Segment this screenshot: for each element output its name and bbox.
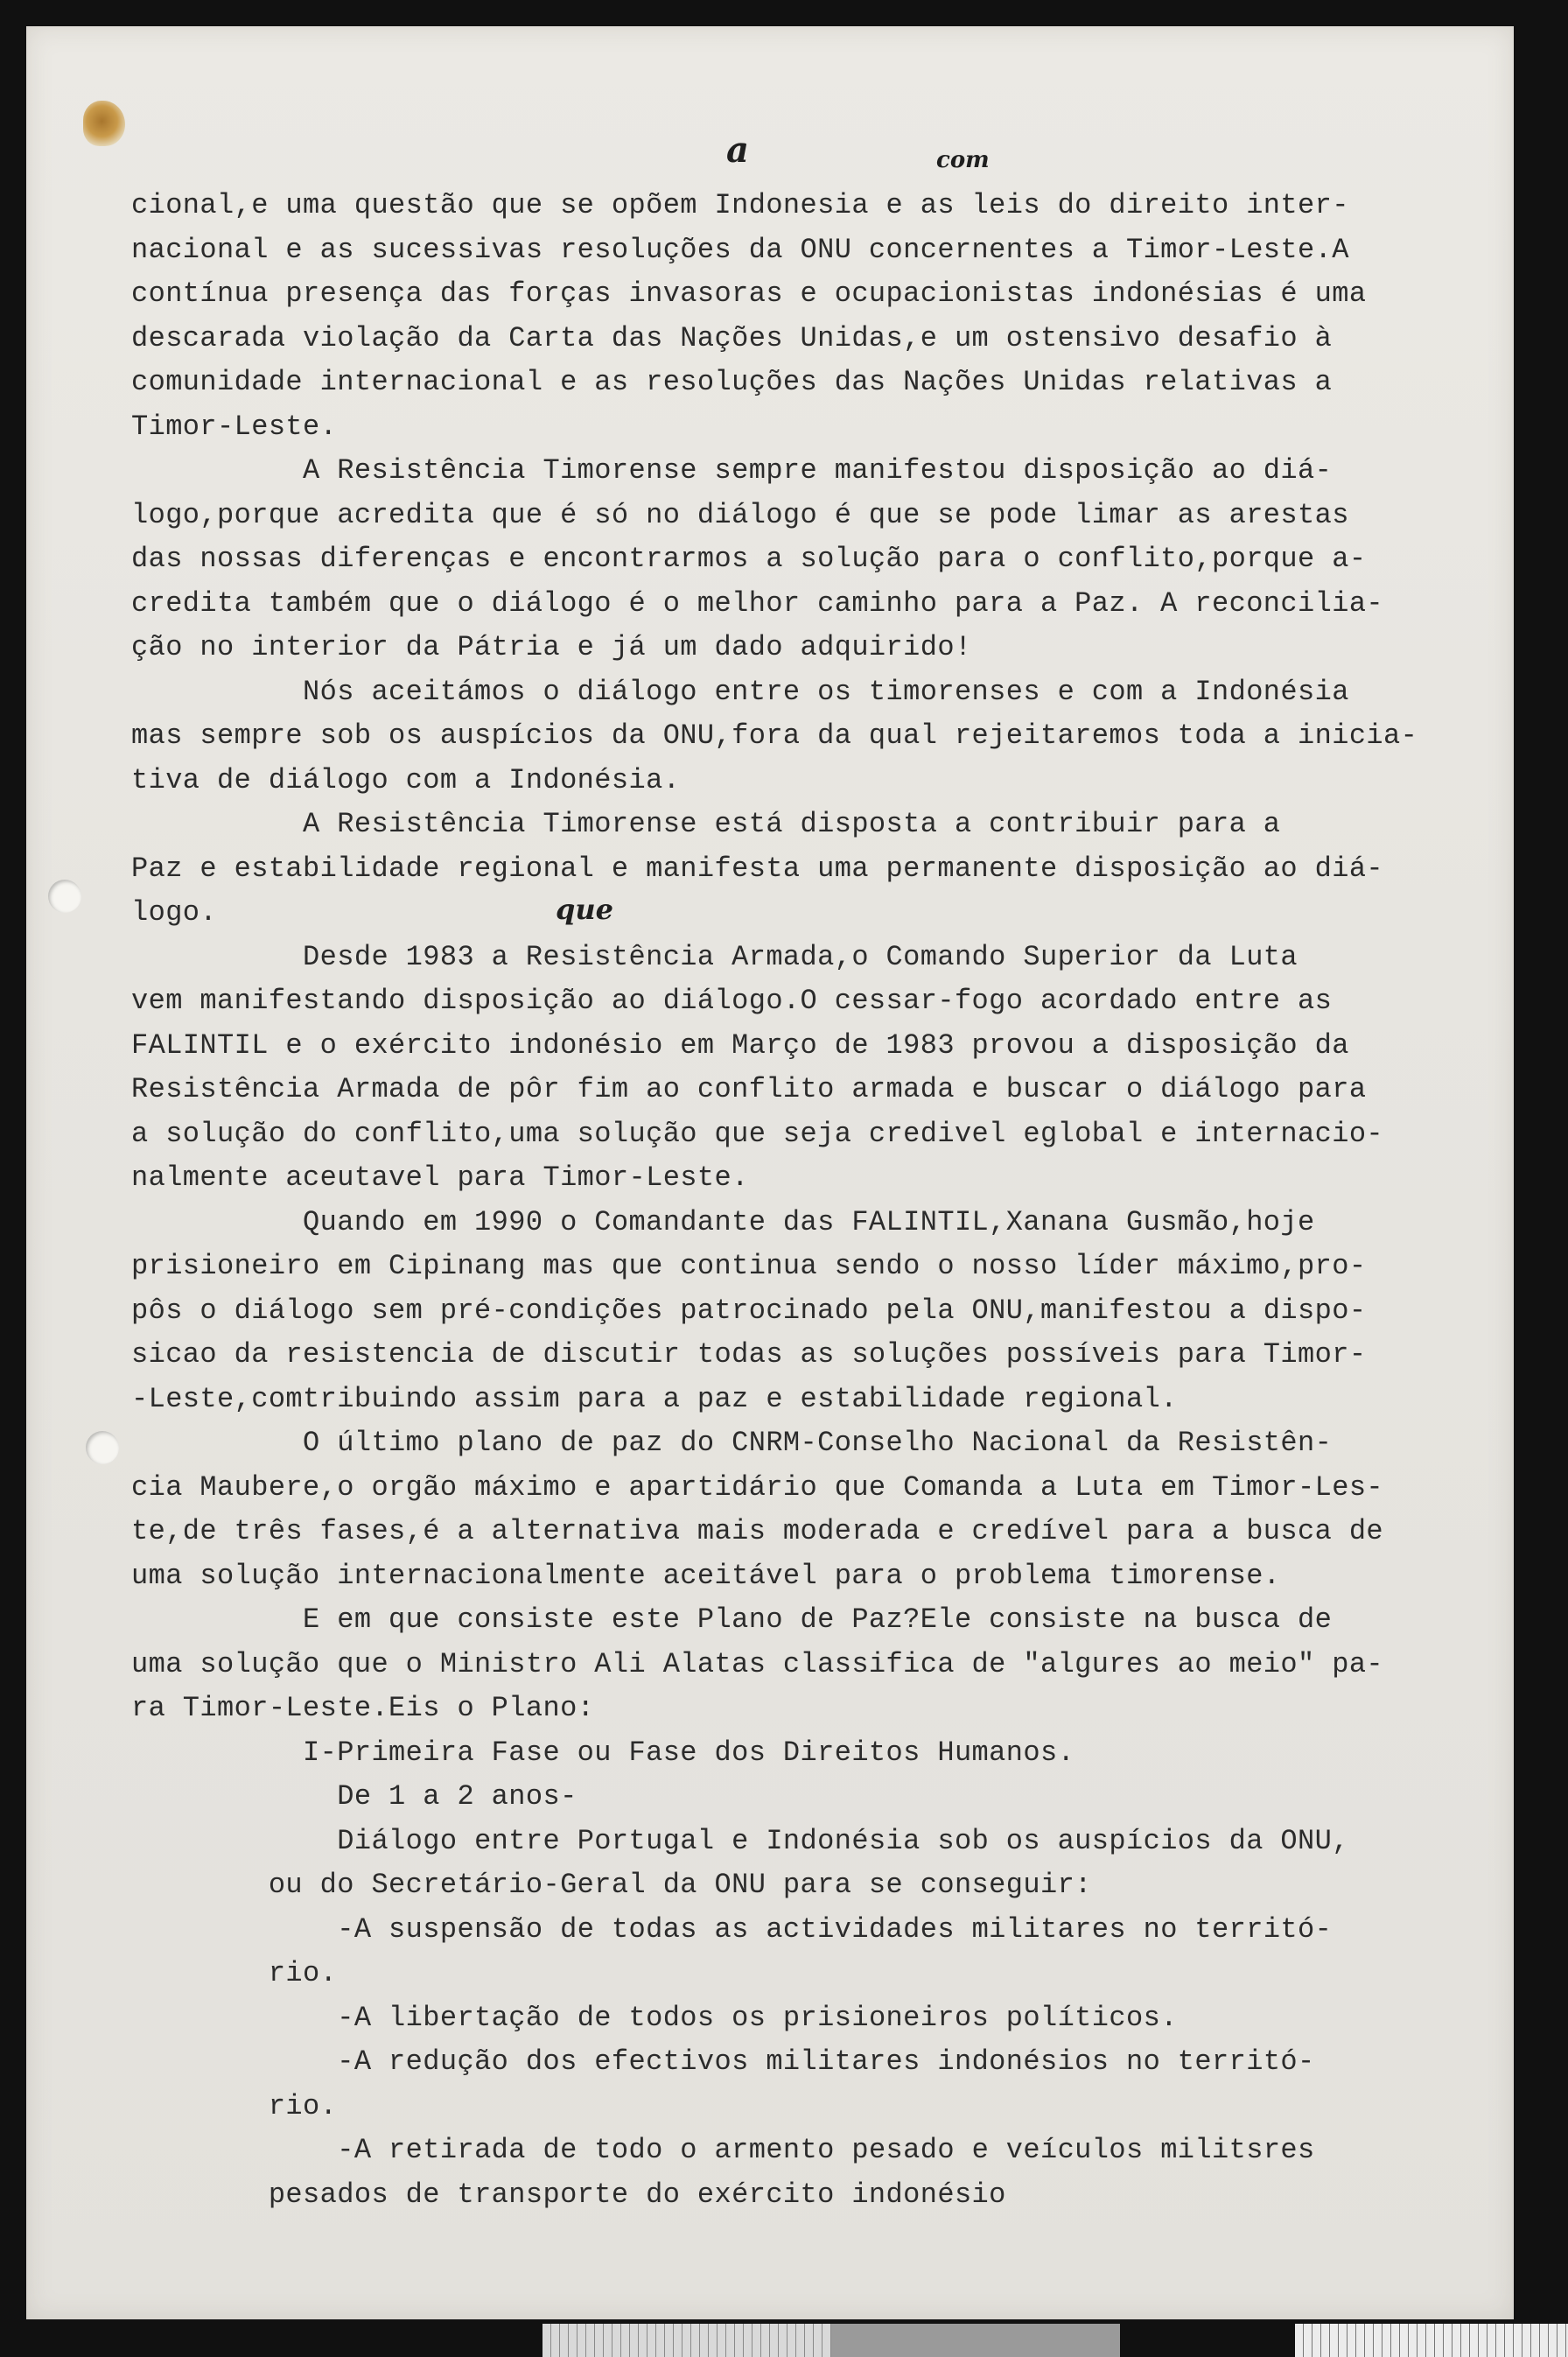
text-line: Nós aceitámos o diálogo entre os timorenses e com a Indonésia — [131, 675, 1349, 708]
text-line: nacional e as sucessivas resoluções da ONU concernentes a Timor-Leste.A — [131, 233, 1349, 266]
text-line: te,de três fases,é a alternativa mais moderada e credível para a busca de — [131, 1515, 1384, 1547]
scale-ruler — [542, 2324, 1568, 2357]
text-line: comunidade internacional e as resoluções das Nações Unidas relativas a — [131, 366, 1333, 398]
text-line: rio. — [131, 1957, 338, 1989]
handwritten-annotation-que: que — [556, 893, 613, 926]
punch-hole-upper — [48, 880, 81, 913]
text-line: ção no interior da Pátria e já um dado adquirido! — [131, 631, 972, 663]
ruler-segment — [542, 2324, 831, 2357]
text-line: sicao da resistencia de discutir todas as soluções possíveis para Timor- — [131, 1338, 1367, 1371]
text-line: Desde 1983 a Resistência Armada,o Comando Superior da Luta — [131, 940, 1298, 973]
text-line: nalmente aceutavel para Timor-Leste. — [131, 1161, 749, 1194]
text-line: rio. — [131, 2089, 338, 2122]
ruler-segment — [1295, 2324, 1568, 2357]
text-line: -A redução dos efectivos militares indonésios no territó- — [131, 2045, 1315, 2078]
stain-mark — [83, 101, 125, 146]
ruler-segment — [831, 2324, 1120, 2357]
text-line: a solução do conflito,uma solução que seja credivel eglobal e internacio- — [131, 1117, 1384, 1150]
text-line: Diálogo entre Portugal e Indonésia sob os auspícios da ONU, — [131, 1824, 1349, 1857]
text-line: Resistência Armada de pôr fim ao conflito armada e buscar o diálogo para — [131, 1073, 1367, 1105]
text-line: das nossas diferenças e encontrarmos a solução para o conflito,porque a- — [131, 543, 1367, 575]
text-line: uma solução internacionalmente aceitável para o problema timorense. — [131, 1559, 1281, 1592]
text-line: ra Timor-Leste.Eis o Plano: — [131, 1692, 595, 1724]
text-line: tiva de diálogo com a Indonésia. — [131, 763, 681, 796]
text-line: -A suspensão de todas as actividades militares no territó- — [131, 1912, 1333, 1946]
text-line: -Leste,comtribuindo assim para a paz e estabilidade regional. — [131, 1382, 1178, 1415]
ruler-segment — [1120, 2324, 1295, 2357]
text-line: cia Maubere,o orgão máximo e apartidário que Comanda a Luta em Timor-Les- — [131, 1470, 1384, 1504]
text-line: De 1 a 2 anos- — [131, 1780, 578, 1813]
text-line: -A libertação de todos os prisioneiros políticos. — [131, 2001, 1178, 2034]
text-line: pôs o diálogo sem pré-condições patrocinado pela ONU,manifestou a dispo- — [131, 1294, 1367, 1327]
typed-text-body — [131, 184, 1496, 2217]
text-line: Quando em 1990 o Comandante das FALINTIL,Xanana Gusmão,hoje — [131, 1205, 1315, 1238]
text-line: descarada violação da Carta das Nações Unidas,e um ostensivo desafio à — [131, 321, 1333, 354]
text-line: ou do Secretário-Geral da ONU para se conseguir: — [131, 1869, 1092, 1901]
text-line: E em que consiste este Plano de Paz?Ele consiste na busca de — [131, 1603, 1333, 1636]
text-line: A Resistência Timorense está disposta a contribuir para a — [131, 808, 1281, 840]
document-page — [26, 26, 1514, 2319]
text-line: Paz e estabilidade regional e manifesta uma permanente disposição ao diá- — [131, 852, 1384, 885]
text-line: FALINTIL e o exército indonésio em Março de 1983 provou a disposição da — [131, 1028, 1349, 1062]
text-line: uma solução que o Ministro Ali Alatas classifica de "algures ao meio" pa- — [131, 1647, 1384, 1680]
text-line: mas sempre sob os auspícios da ONU,fora da qual rejeitaremos toda a inicia- — [131, 719, 1418, 752]
text-line: credita também que o diálogo é o melhor caminho para a Paz. A reconcilia- — [131, 586, 1384, 620]
handwritten-annotation-a: a — [726, 130, 749, 171]
text-line: prisioneiro em Cipinang mas que continua sendo o nosso líder máximo,pro- — [131, 1250, 1367, 1282]
text-line: I-Primeira Fase ou Fase dos Direitos Humanos. — [131, 1736, 1075, 1769]
text-line: -A retirada de todo o armento pesado e veículos militsres — [131, 2134, 1315, 2166]
text-line: logo,porque acredita que é só no diálogo é que se pode limar as arestas — [131, 498, 1349, 531]
handwritten-annotation-com: com — [936, 147, 990, 173]
text-line: vem manifestando disposição ao diálogo.O cessar-fogo acordado entre as — [131, 985, 1333, 1017]
punch-hole-lower — [86, 1431, 119, 1464]
text-line: Timor-Leste. — [131, 410, 338, 443]
text-line: logo. — [131, 896, 218, 929]
text-line: pesados de transporte do exército indonésio — [131, 2178, 1006, 2211]
text-line: contínua presença das forças invasoras e ocupacionistas indonésias é uma — [131, 277, 1367, 310]
text-line: A Resistência Timorense sempre manifestou disposição ao diá- — [131, 454, 1333, 487]
text-line: O último plano de paz do CNRM-Conselho Nacional da Resistên- — [131, 1427, 1333, 1459]
text-line: cional,e uma questão que se opõem Indonesia e as leis do direito inter- — [131, 189, 1349, 221]
